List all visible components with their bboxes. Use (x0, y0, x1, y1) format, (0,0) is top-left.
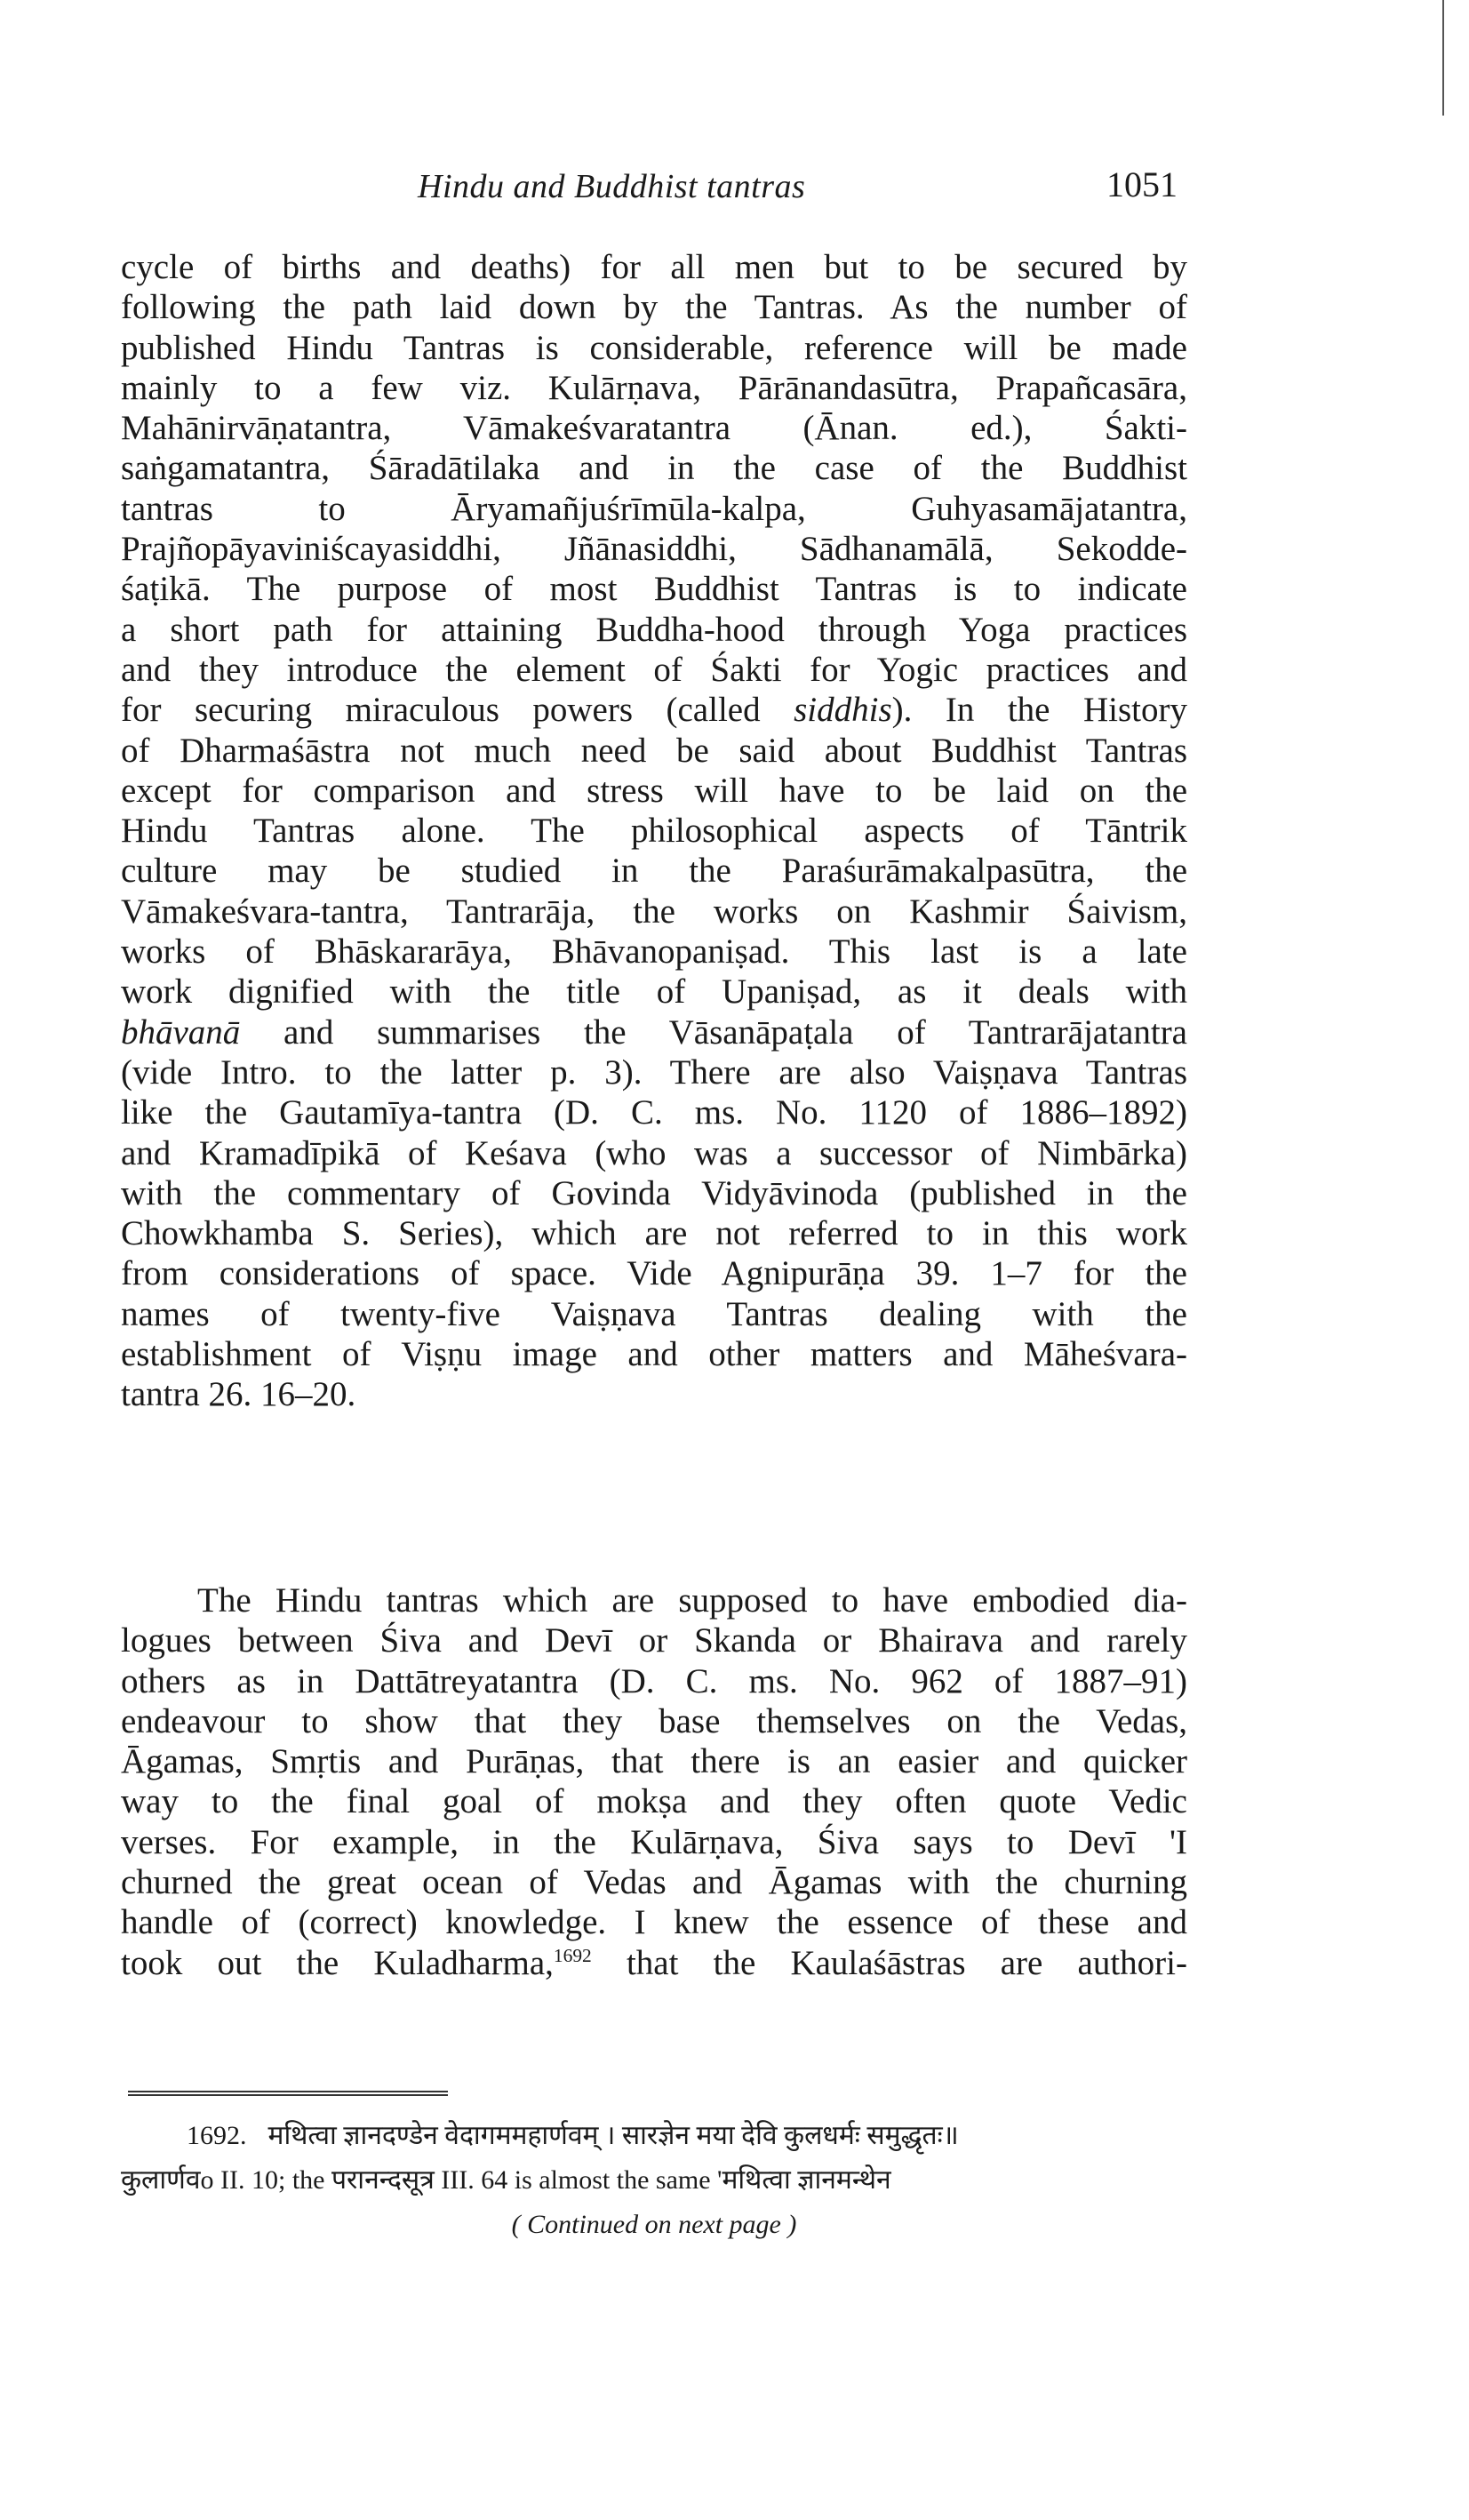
footnote-sanskrit: मथित्वा ज्ञानदण्डेन वेदागममहार्णवम् । सारज्ञेन मया देवि कुलधर्मः समुद्धृतः॥ (267, 2121, 959, 2150)
continued-note: ( Continued on next page ) (511, 2210, 797, 2239)
text-line-with-footnote (121, 1943, 1187, 1983)
text-line: śaṭikā. The purpose of most Buddhist Tantras is to indicate (121, 570, 1187, 609)
text-line: endeavour to show that they base themselves on the Vedas, (121, 1701, 1187, 1740)
text-line: Hindu Tantras alone. The philosophical aspects of Tāntrik (121, 812, 1187, 851)
running-title: Hindu and Buddhist tantras (418, 168, 806, 205)
page-edge-line (1442, 0, 1444, 116)
footnote-separator (128, 2091, 448, 2096)
text-line: Āgamas, Smṛtis and Purāṇas, that there is an easier and quicker (121, 1742, 1187, 1781)
paragraph-1 (121, 247, 1187, 1415)
text-line: churned the great ocean of Vedas and Āgamas with the churning (121, 1863, 1187, 1902)
text-line: (vide Intro. to the latter p. 3). There are also Vaiṣṇava Tantras (121, 1052, 1187, 1092)
text-line: Prajñopāyaviniścayasiddhi, Jñānasiddhi, Sādhanamālā, Sekodde- (121, 530, 1187, 569)
page-header (0, 164, 1469, 220)
text-line: like the Gautamīya-tantra (D. C. ms. No. 1120 of 1886–1892) (121, 1093, 1187, 1132)
text-line: culture may be studied in the Paraśurāmakalpasūtra, the (121, 852, 1187, 891)
paragraph-2 (121, 1580, 1187, 1983)
footnote-reference: 1692 (553, 1944, 592, 1966)
text-line: and Kramadīpikā of Keśava (who was a successor of Nimbārka) (121, 1133, 1187, 1172)
text-line: bhāvanā and summarises the Vāsanāpaṭala of Tantrarājatantra (121, 1012, 1187, 1052)
text-line: way to the final goal of mokṣa and they often quote Vedic (121, 1782, 1187, 1821)
text-line: Mahānirvāṇatantra, Vāmakeśvaratantra (Ānan. ed.), Śakti- (121, 409, 1187, 448)
text-line: for securing miraculous powers (called siddhis). In the History (121, 691, 1187, 730)
text-line: from considerations of space. Vide Agnipurāṇa 39. 1–7 for the (121, 1254, 1187, 1293)
footnote-sanskrit: कुलार्णव (121, 2165, 201, 2195)
text-line: names of twenty-five Vaiṣṇava Tantras dealing with the (121, 1294, 1187, 1333)
text-line: cycle of births and deaths) for all men but to be secured by (121, 248, 1187, 286)
text-line: The Hindu tantras which are supposed to have embodied dia- (197, 1581, 1187, 1620)
footnote-sanskrit: परानन्दसूत्र (331, 2165, 435, 2195)
text-line: following the path laid down by the Tantras. As the number of (121, 288, 1187, 327)
text-line: tantra 26. 16–20. (121, 1375, 356, 1414)
text-line: establishment of Viṣṇu image and other matters and Māheśvara- (121, 1335, 1187, 1374)
text-line: Chowkhamba S. Series), which are not referred to in this work (121, 1214, 1187, 1253)
text-line: with the commentary of Govinda Vidyāvinoda (published in the (121, 1173, 1187, 1212)
text-line: work dignified with the title of Upaniṣad, as it deals with (121, 972, 1187, 1012)
text-line: saṅgamatantra, Śāradātilaka and in the case of the Buddhist (121, 449, 1187, 488)
text-line: verses. For example, in the Kulārṇava, Śiva says to Devī 'I (121, 1822, 1187, 1861)
page-number: 1051 (1106, 164, 1178, 204)
text-line: Vāmakeśvara-tantra, Tantrarāja, the works on Kashmir Śaivism, (121, 892, 1187, 931)
text-line: works of Bhāskararāya, Bhāvanopaniṣad. This last is a late (121, 932, 1187, 972)
text-line: tantras to Āryamañjuśrīmūla-kalpa, Guhyasamājatantra, (121, 489, 1187, 528)
footnote-sanskrit: मथित्वा ज्ञानमन्थेन (722, 2165, 891, 2195)
text-line: except for comparison and stress will have to be laid on the (121, 771, 1187, 810)
footnote-line: कुलार्णवo II. 10; the परानन्दसूत्र III. 64 is almost the same 'मथित्वा ज्ञानमन्थेन (121, 2165, 891, 2195)
text-line: and they introduce the element of Śakti for Yogic practices and (121, 650, 1187, 689)
text-line: logues between Śiva and Devī or Skanda or Bhairava and rarely (121, 1621, 1187, 1660)
text-line: mainly to a few viz. Kulārṇava, Pārānandasūtra, Prapañcasāra, (121, 368, 1187, 407)
text-fragment: took out the Kuladharma, (121, 1943, 554, 1982)
footnote-text: III. 64 is almost the same ' (441, 2165, 723, 2195)
footnote-line (121, 2114, 1187, 2158)
text-line: others as in Dattātreyatantra (D. C. ms. No. 962 of 1887–91) (121, 1661, 1187, 1700)
text-line: a short path for attaining Buddha-hood through Yoga practices (121, 610, 1187, 649)
text-line: handle of (correct) knowledge. I knew the essence of these and (121, 1903, 1187, 1942)
text-line: of Dharmaśāstra not much need be said about Buddhist Tantras (121, 731, 1187, 770)
footnotes (121, 2114, 1187, 2247)
footnote-number: 1692. (187, 2121, 247, 2150)
footnote-text: II. 10; the (220, 2165, 325, 2195)
text-fragment: that the Kaulaśāstras are authori- (626, 1943, 1187, 1982)
text-line: published Hindu Tantras is considerable, reference will be made (121, 328, 1187, 367)
